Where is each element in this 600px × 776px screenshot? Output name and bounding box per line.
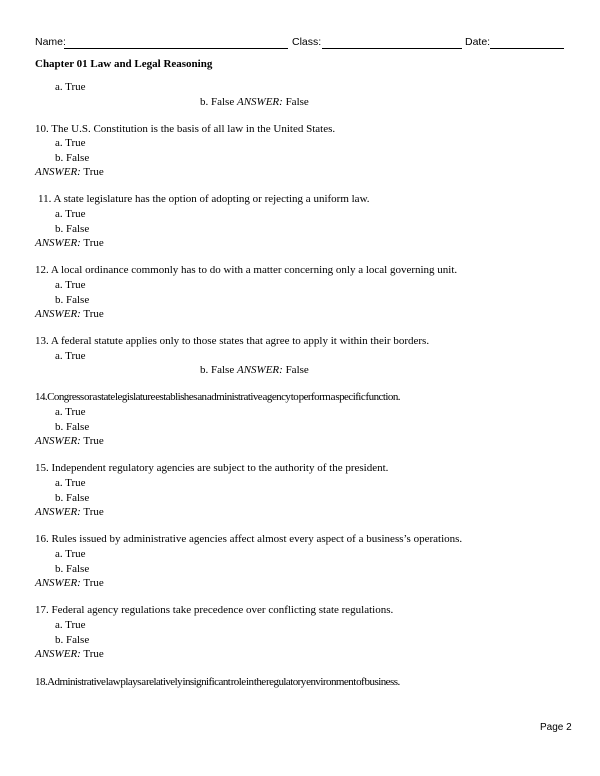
answer-value: True (83, 435, 104, 447)
option-b: b. False (55, 634, 90, 646)
answer-value: True (83, 648, 104, 660)
option-a: a. True (55, 477, 86, 489)
option-a: a. True (55, 208, 86, 220)
option-a: a. True (55, 81, 86, 93)
answer-line (200, 364, 309, 376)
option-a: a. True (55, 279, 86, 291)
option-a: a. True (55, 350, 86, 362)
answer-value: True (83, 308, 104, 320)
answer-value: True (83, 237, 104, 249)
option-b: b. False (55, 563, 90, 575)
answer-label: ANSWER: (35, 166, 81, 178)
answer-label: ANSWER: (35, 648, 81, 660)
question-11: 11. A state legislature has the option of adopting or rejecting a uniform law. (38, 193, 370, 205)
option-b: b. False (55, 294, 90, 306)
question-17: 17. Federal agency regulations take precedence over conflicting state regulations. (35, 604, 394, 616)
answer-value: True (83, 577, 104, 589)
question-10: 10. The U.S. Constitution is the basis of all law in the United States. (35, 123, 336, 135)
question-15: 15. Independent regulatory agencies are subject to the authority of the president. (35, 462, 389, 474)
page-number: Page 2 (540, 722, 572, 733)
option-b: b. False (55, 152, 90, 164)
question-14: 14.Congress or a state legislature establishes an administrative agency to perform a specific function. (35, 391, 401, 403)
question-16: 16. Rules issued by administrative agencies affect almost every aspect of a business’s operations. (35, 533, 463, 545)
answer-label: ANSWER: (35, 506, 81, 518)
answer-label: ANSWER: (35, 435, 81, 447)
name-label: Name: (35, 36, 66, 48)
question-13: 13. A federal statute applies only to those states that agree to apply it within their borders. (35, 335, 430, 347)
class-blank-line (322, 48, 462, 49)
answer-value: False (285, 96, 309, 108)
answer-label: ANSWER: (35, 577, 81, 589)
answer-line (35, 648, 104, 660)
option-b: b. False (200, 364, 235, 376)
answer-label: ANSWER: (35, 237, 81, 249)
option-a: a. True (55, 548, 86, 560)
option-a: a. True (55, 137, 86, 149)
answer-line (35, 237, 104, 249)
answer-label: ANSWER: (35, 308, 81, 320)
answer-label: ANSWER: (236, 96, 283, 108)
answer-label: ANSWER: (236, 364, 283, 376)
question-12: 12. A local ordinance commonly has to do with a matter concerning only a local governing unit. (35, 264, 458, 276)
answer-line (35, 308, 104, 320)
answer-line (35, 577, 104, 589)
name-blank-line (64, 48, 288, 49)
class-label: Class: (292, 36, 322, 48)
chapter-title: Chapter 01 Law and Legal Reasoning (35, 58, 213, 70)
option-b: b. False (55, 421, 90, 433)
option-a: a. True (55, 406, 86, 418)
answer-value: True (83, 506, 104, 518)
option-a: a. True (55, 619, 86, 631)
option-b: b. False (55, 492, 90, 504)
answer-line (35, 506, 104, 518)
date-blank-line (490, 48, 564, 49)
answer-value: True (83, 166, 104, 178)
option-b: b. False (200, 96, 235, 108)
answer-value: False (285, 364, 309, 376)
answer-line (200, 96, 309, 108)
answer-line (35, 435, 104, 447)
date-label: Date: (465, 36, 491, 48)
question-18: 18.Administrative law plays a relatively insignificant role in the regulatory environment of business. (35, 676, 400, 688)
answer-line (35, 166, 104, 178)
option-b: b. False (55, 223, 90, 235)
